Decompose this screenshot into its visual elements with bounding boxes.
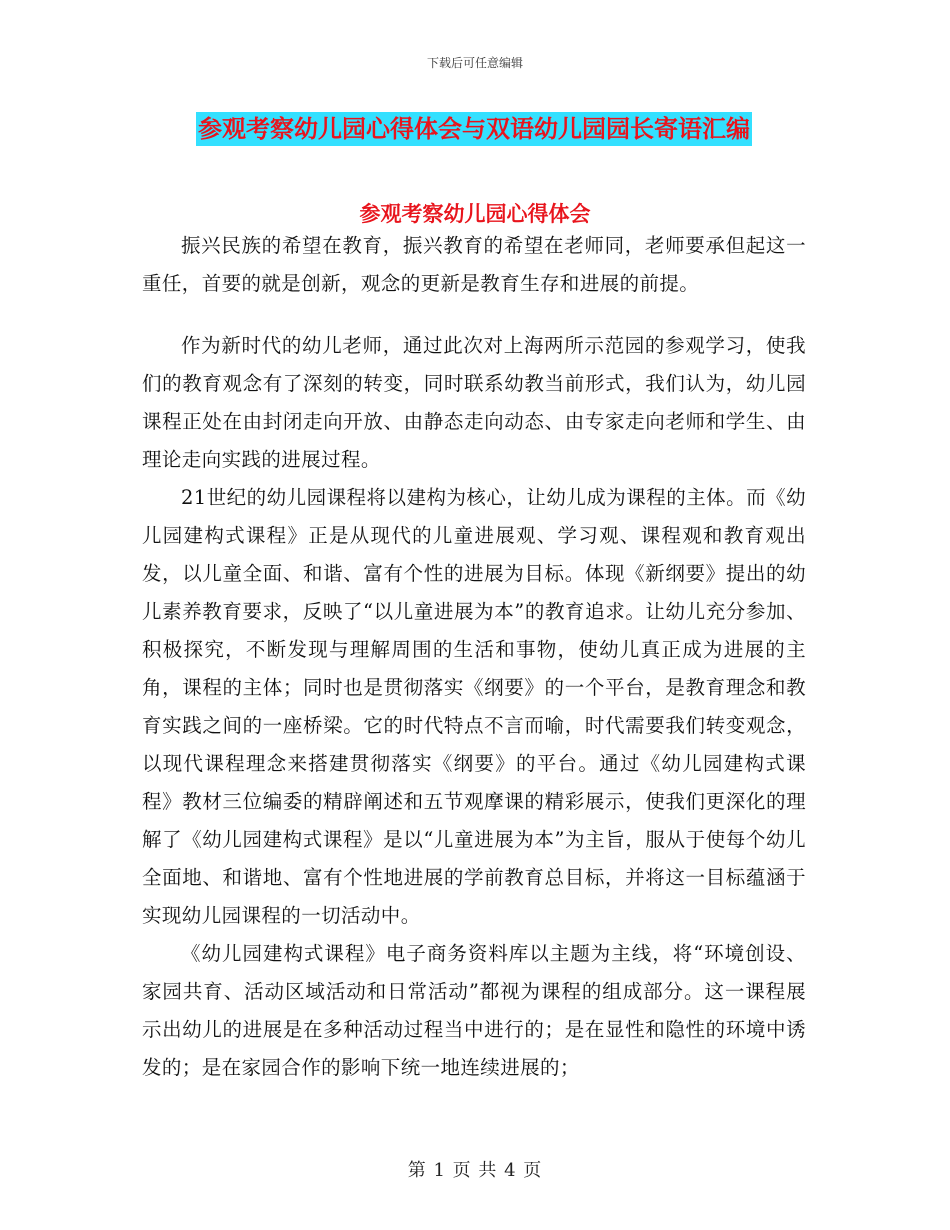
header-note: 下载后可任意编辑 <box>426 56 523 70</box>
paragraph-4: 《幼儿园建构式课程》电子商务资料库以主题为主线，将“环境创设、家园共育、活动区域活动和日常活动”都视为课程的组成部分。这一课程展示出幼儿的进展是在多种活动过程当中进行的；是在显性和隐性的环境中诱发的；是在家园合作的影响下统一地连续进展的； <box>142 942 806 1079</box>
paragraph-2: 作为新时代的幼儿老师，通过此次对上海两所示范园的参观学习，使我们的教育观念有了深刻的转变，同时联系幼教当前形式，我们认为，幼儿园课程正处在由封闭走向开放、由静态走向动态、由专家走向老师和学生、由理论走向实践的进展过程。 <box>142 334 806 471</box>
paragraph-3: 21世纪的幼儿园课程将以建构为核心，让幼儿成为课程的主体。而《幼儿园建构式课程》正是从现代的儿童进展观、学习观、课程观和教育观出发，以儿童全面、和谐、富有个性的进展为目标。体现《新纲要》提出的幼儿素养教育要求，反映了“以儿童进展为本”的教育追求。让幼儿充分参加、积极探究，不断发现与理解周围的生活和事物，使幼儿真正成为进展的主角，课程的主体；同时也是贯彻落实《纲要》的一个平台，是教育理念和教育实践之间的一座桥梁。它的时代特点不言而喻，时代需要我们转变观念，以现代课程理念来搭建贯彻落实《纲要》的平台。通过《幼儿园建构式课程》教材三位编委的精辟阐述和五节观摩课的精彩展示，使我们更深化的理解了《幼儿园建构式课程》是以“儿童进展为本”为主旨，服从于使每个幼儿全面地、和谐地、富有个性地进展的学前教育总目标，并将这一目标蕴涵于实现幼儿园课程的一切活动中。 <box>142 486 806 927</box>
paragraph-1: 振兴民族的希望在教育，振兴教育的希望在老师同，老师要承但起这一重任，首要的就是创新，观念的更新是教育生存和进展的前提。 <box>142 234 806 295</box>
document-title: 参观考察幼儿园心得体会与双语幼儿园园长寄语汇编 <box>196 112 752 146</box>
section-title: 参观考察幼儿园心得体会 <box>359 202 591 226</box>
document-body <box>142 227 806 1087</box>
page-footer: 第 1 页 共 4 页 <box>407 1160 543 1181</box>
